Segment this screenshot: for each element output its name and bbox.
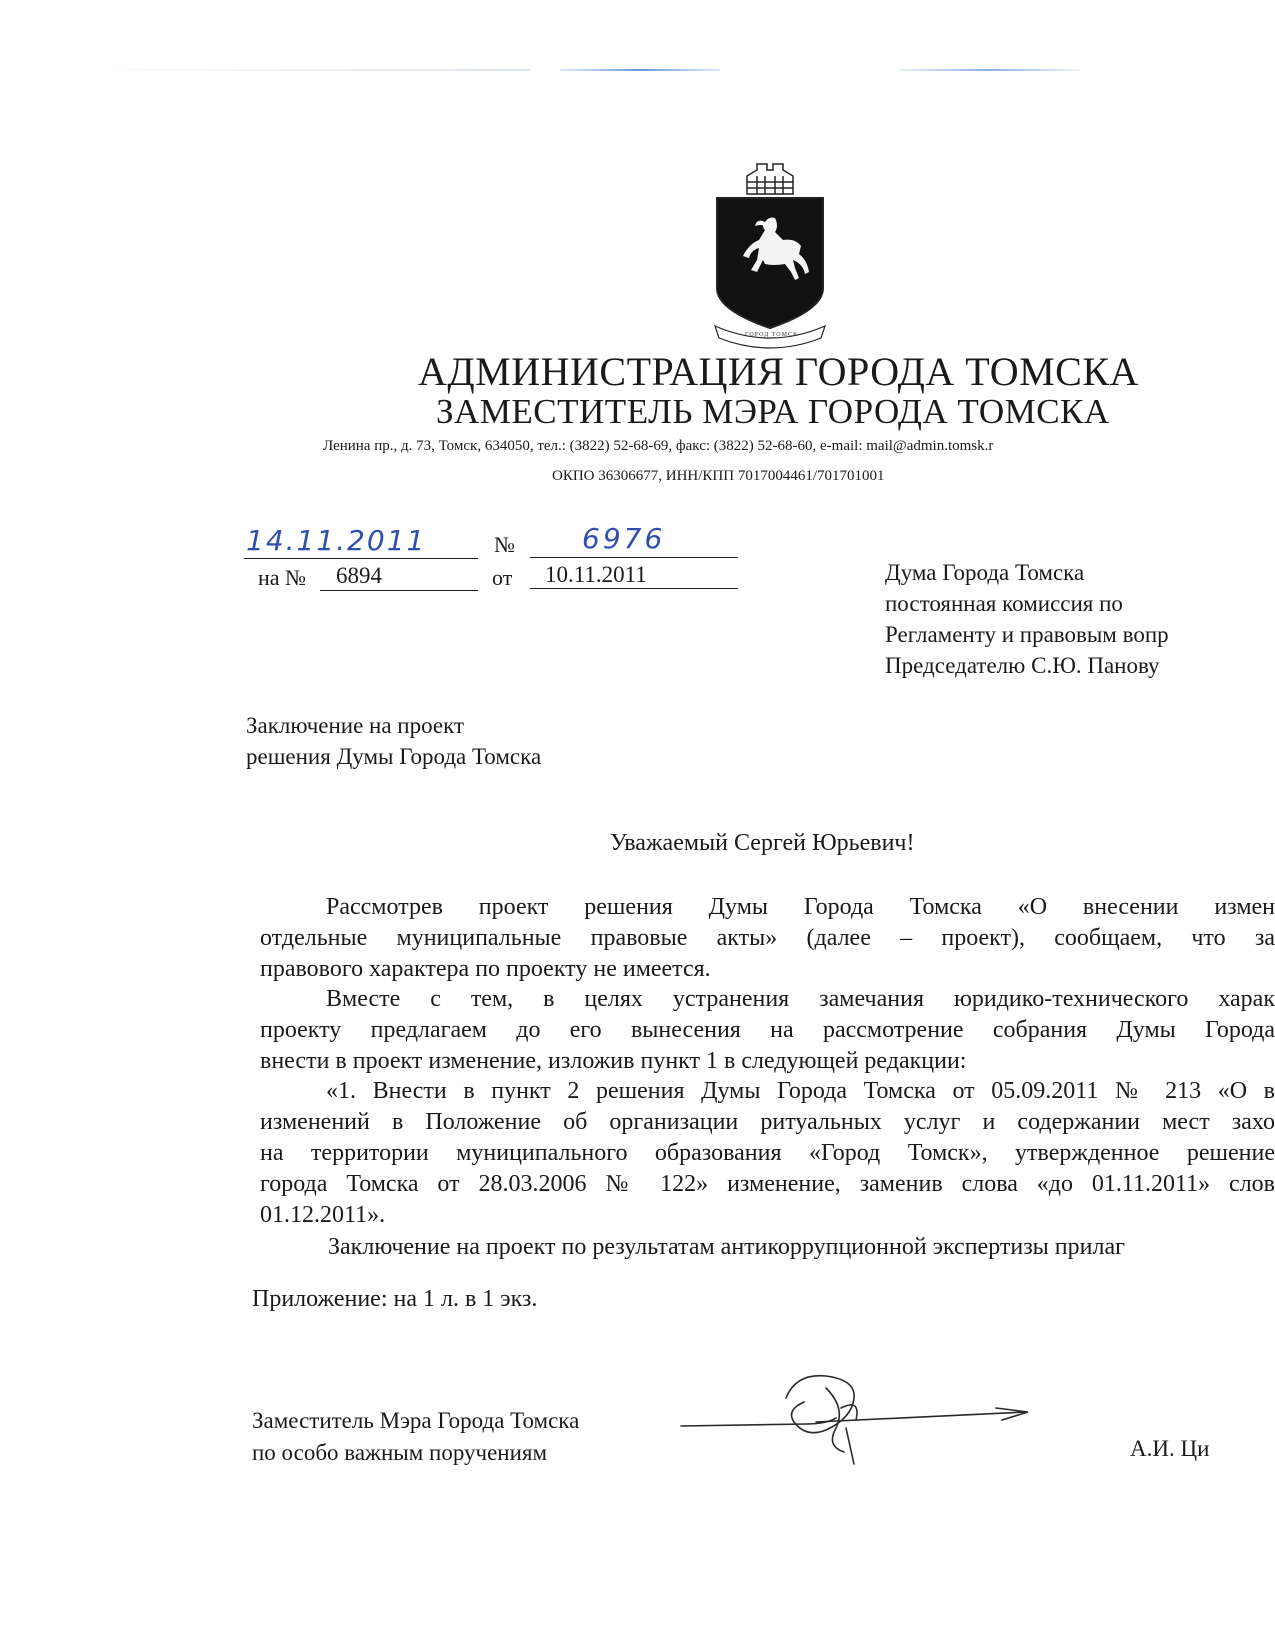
salutation: Уважаемый Сергей Юрьевич!: [610, 830, 915, 856]
reply-number: 6894: [336, 563, 382, 588]
codes-line: ОКПО 36306677, ИНН/КПП 7017004461/701701001: [552, 468, 885, 484]
body-line: 01.12.2011».: [260, 1202, 386, 1228]
signatory-position: [252, 1405, 579, 1469]
subject-line: решения Думы Города Томска: [246, 744, 542, 769]
body-line: Заключение на проект по результатам антикоррупционной экспертизы прилаг: [328, 1234, 1125, 1260]
scan-artifact-line: [900, 69, 1080, 71]
emblem-ribbon-text: ГОРОД ТОМСК: [745, 332, 798, 338]
date-underline: [244, 558, 478, 559]
scan-artifact-line: [560, 69, 720, 71]
body-paragraph-2: [260, 984, 1275, 1077]
reply-number-underline: [320, 590, 478, 591]
addressee-block: [885, 557, 1275, 681]
registration-number: 6976: [582, 522, 666, 555]
number-label: №: [494, 532, 515, 557]
body-paragraph-1: [260, 892, 1275, 985]
scan-artifact-line: [70, 69, 530, 71]
from-label: от: [492, 565, 513, 590]
addressee-line: Председателю С.Ю. Панову: [885, 653, 1160, 678]
organization-title: АДМИНИСТРАЦИЯ ГОРОДА ТОМСКА: [418, 349, 1139, 394]
body-paragraph-4: [260, 1232, 1275, 1263]
subject-block: [246, 710, 541, 772]
body-line: «1. Внести в пункт 2 решения Думы Города Томска от 05.09.2011 № 213 «О в: [326, 1078, 1275, 1104]
registration-date: 14.11.2011: [246, 524, 427, 557]
body-line: проекту предлагаем до его вынесения на рассмотрение собрания Думы Города: [260, 1017, 1275, 1043]
city-emblem: [705, 160, 835, 350]
body-line: Рассмотрев проект решения Думы Города Томска «О внесении измен: [326, 894, 1275, 920]
addressee-line: постоянная комиссия по: [885, 591, 1123, 616]
body-line: внести в проект изменение, изложив пункт 1 в следующей редакции:: [260, 1048, 967, 1074]
addressee-line: Дума Города Томска: [885, 560, 1085, 585]
body-line: правового характера по проекту не имеется.: [260, 956, 711, 982]
body-line: на территории муниципального образования «Город Томск», утвержденное решение: [260, 1140, 1275, 1166]
body-line: отдельные муниципальные правовые акты» (далее – проект), сообщаем, что за: [260, 925, 1275, 951]
reply-date: 10.11.2011: [545, 562, 647, 587]
position-line: Заместитель Мэра Города Томска: [252, 1408, 580, 1433]
attachment-note: Приложение: на 1 л. в 1 экз.: [252, 1286, 538, 1312]
addressee-line: Регламенту и правовым вопр: [885, 622, 1169, 647]
deputy-mayor-title: ЗАМЕСТИТЕЛЬ МЭРА ГОРОДА ТОМСКА: [436, 392, 1110, 431]
subject-line: Заключение на проект: [246, 713, 465, 738]
number-underline: [530, 557, 738, 558]
signature-icon: [676, 1368, 1036, 1468]
body-line: города Томска от 28.03.2006 № 122» изменение, заменив слова «до 01.11.2011» слов: [260, 1171, 1275, 1197]
body-line: Вместе с тем, в целях устранения замечания юридико-технического харак: [326, 986, 1275, 1012]
handwritten-signature: [676, 1368, 1036, 1468]
signatory-name: А.И. Ци: [1130, 1436, 1210, 1461]
reply-label: на №: [258, 565, 307, 590]
body-line: изменений в Положение об организации ритуальных услуг и содержании мест захо: [260, 1109, 1275, 1135]
position-line: по особо важным поручениям: [252, 1440, 548, 1465]
reply-date-underline: [530, 588, 738, 589]
body-paragraph-3: [260, 1076, 1275, 1231]
address-line: Ленина пр., д. 73, Томск, 634050, тел.: (3822) 52-68-69, факс: (3822) 52-68-60, e-mail: mail@admin.tomsk.r: [323, 438, 994, 454]
coat-of-arms-icon: [705, 160, 835, 350]
